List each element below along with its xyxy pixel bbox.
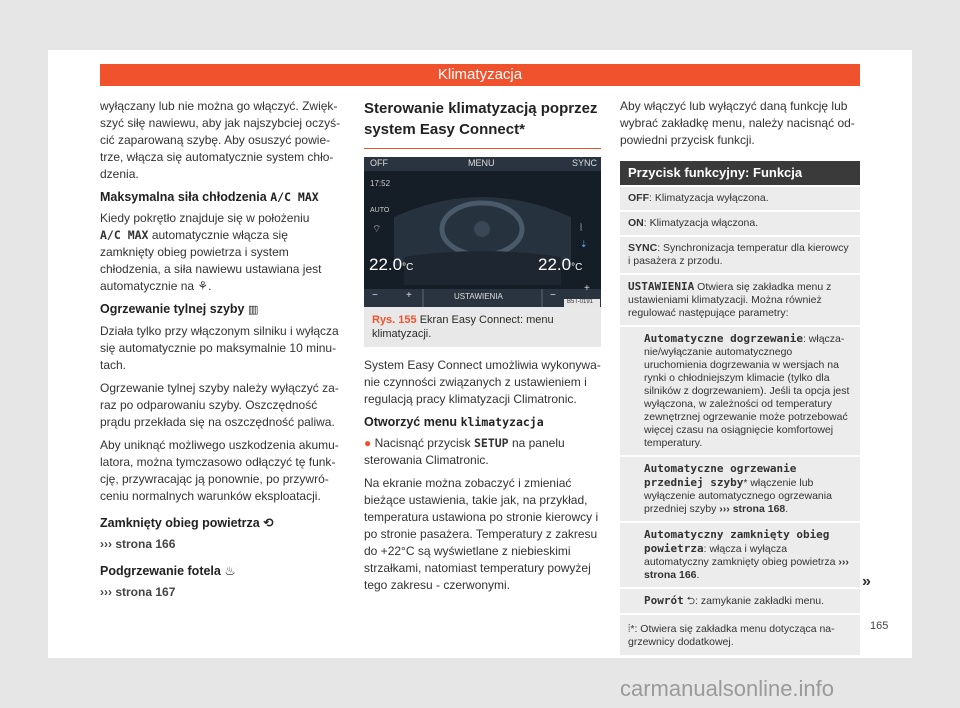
table-row: Automatyczny zamknięty obieg powietrza: włącza i wyłącza automatyczny zamknięty obieg powietrza ››› strona 166. xyxy=(620,523,860,587)
function-table-title: Przycisk funkcyjny: Funkcja xyxy=(620,161,860,185)
paragraph: System Easy Connect umożliwia wykonywanie czynności związanych z ustawieniem i regulacją pracy klimatyzacji Climatronic. xyxy=(364,358,601,406)
paragraph: Kiedy pokrętło znajduje się w położeniu A/C MAX automatycznie włącza się zamknięty obieg powietrza i system chłodzenia, a siła nawiewu ustawiana jest automatycznie na ⚘. xyxy=(100,211,322,293)
table-row: SYNC: Synchronizacja temperatur dla kierowcy i pasażera z przodu. xyxy=(620,237,860,273)
screen-sync-button[interactable]: SYNC xyxy=(572,158,598,168)
left-minus-button[interactable]: − xyxy=(372,290,378,301)
heading-open-menu: Otworzyć menu klimatyzacja xyxy=(364,415,544,429)
right-minus-button[interactable]: − xyxy=(550,290,556,301)
cross-reference[interactable]: ››› strona 166 xyxy=(100,537,176,551)
easy-connect-screen-figure xyxy=(364,157,601,307)
figure-code: B5T-0191 xyxy=(567,299,594,305)
heading-rear-defrost: Ogrzewanie tylnej szyby ▥ xyxy=(100,302,259,316)
rear-window-heating-icon: ▥ xyxy=(247,304,259,316)
instruction-step: ● Nacisnąć przycisk SETUP na panelu sterowania Climatronic. xyxy=(364,436,565,467)
paragraph: Działa tylko przy włączonym silniku i wyłącza się automatycznie po maksymalnie 10 minutach. xyxy=(100,324,339,372)
ac-max-symbol: A/C MAX xyxy=(270,190,319,204)
continue-marker: » xyxy=(862,573,871,590)
ac-max-symbol: A/C MAX xyxy=(100,228,149,242)
seat-heating-icon: ♨ xyxy=(224,564,236,578)
recirculation-icon: ⟲ xyxy=(263,516,274,530)
defrost-icon[interactable]: ⌔ xyxy=(372,224,382,235)
heading-seat-heating: Podgrzewanie fotela ♨ xyxy=(100,564,236,578)
paragraph: Aby włączyć lub wyłączyć daną funkcję lub wybrać zakładkę menu, należy nacisnąć odpowiedni przycisk funkcji. xyxy=(620,99,855,147)
table-row: ON: Klimatyzacja włączona. xyxy=(620,212,860,235)
table-row: OFF: Klimatyzacja wyłączona. xyxy=(620,187,860,210)
temp-arrow-icon: ⇣ xyxy=(580,239,588,249)
table-row: Automatyczne dogrzewanie: włączanie/wyłączanie automatycznego uruchomienia dogrzewania w wersjach na rynki o chłodniejszym klimacie (tylko dla silników z dogrzewaniem). Jeśli ta opcja jest wyłączona, w zależności od temperatury zewnętrznej ogrzewanie może potrzebować więcej czasu na osiągnięcie komfortowej temperatury. xyxy=(620,327,860,455)
paragraph: wyłączany lub nie można go włączyć. Zwiększyć siłę nawiewu, aby jak najszybciej oczyścić zaparowaną szybę. Aby osuszyć powietrze, włącza się automatycznie system chłodzenia. xyxy=(100,99,341,181)
cross-reference[interactable]: ››› strona 167 xyxy=(100,585,176,599)
figure-caption: Rys. 155 Ekran Easy Connect: menu klimatyzacji. xyxy=(364,307,601,347)
bullet-icon: ● xyxy=(364,436,372,450)
settings-button[interactable]: USTAWIENIA xyxy=(454,292,503,301)
paragraph: Aby uniknąć możliwego uszkodzenia akumulatora, można tymczasowo odłączyć tę funkcję, przywracając ją ponownie, po przywróceniu normalnych warunków eksploatacji. xyxy=(100,438,339,503)
column-right xyxy=(620,98,860,657)
setup-key-label: SETUP xyxy=(473,436,509,450)
temp-right: 22.0°C xyxy=(538,255,583,274)
left-plus-button[interactable]: + xyxy=(406,290,412,301)
table-row: ⦙*: Otwiera się zakładka menu dotycząca nagrzewnicy dodatkowej. xyxy=(620,615,860,655)
heading-recirculation: Zamknięty obieg powietrza ⟲ xyxy=(100,516,274,530)
section-title: Sterowanie klimatyzacją poprzez system Easy Connect* xyxy=(364,98,601,149)
page-number: 165 xyxy=(870,620,889,632)
table-row: Automatyczne ogrzewanie przedniej szyby* włączenie lub wyłączenie automatycznego ogrzewania przedniej szyby ››› strona 168. xyxy=(620,457,860,521)
temp-left: 22.0°C xyxy=(369,255,414,274)
watermark: carmanualsonline.info xyxy=(620,676,835,701)
dashboard-illustration xyxy=(364,157,601,307)
column-middle xyxy=(364,98,601,600)
screen-menu-button[interactable]: MENU xyxy=(468,158,495,168)
fan-icon: ⚘ xyxy=(197,279,209,293)
paragraph: Na ekranie można zobaczyć i zmieniać bieżące ustawienia, takie jak, na przykład, temperatura ustawiona po stronie kierowcy i po stronie pasażera. Temperatury z zakresu do +22°C są wyświetlane z niebieskimi strzałkami, natomiast temperatury powyżej tego zakresu - czerwonymi. xyxy=(364,476,599,592)
table-row: USTAWIENIA Otwiera się zakładka menu z ustawieniami klimatyzacji. Można również regulować następujące parametry: xyxy=(620,275,860,325)
paragraph: Ogrzewanie tylnej szyby należy wyłączyć zaraz po odparowaniu szyby. Oszczędność prądu przekłada się na oszczędność paliwa. xyxy=(100,381,339,429)
right-plus-button[interactable]: + xyxy=(584,283,590,294)
auxiliary-heater-icon: ⦙ xyxy=(628,623,631,635)
chapter-header xyxy=(100,64,860,86)
screen-off-button[interactable]: OFF xyxy=(370,158,388,168)
table-row: Powrót ⮌: zamykanie zakładki menu. xyxy=(620,589,860,613)
chapter-title: Klimatyzacja xyxy=(437,66,523,83)
column-left xyxy=(100,98,345,611)
screen-clock: 17:52 xyxy=(370,179,391,188)
heading-max-cooling: Maksymalna siła chłodzenia A/C MAX xyxy=(100,190,319,204)
seat-heating-icon[interactable]: ⦚ xyxy=(580,223,583,234)
screen-auto-label: AUTO xyxy=(370,207,390,214)
back-icon: ⮌ xyxy=(686,595,696,607)
